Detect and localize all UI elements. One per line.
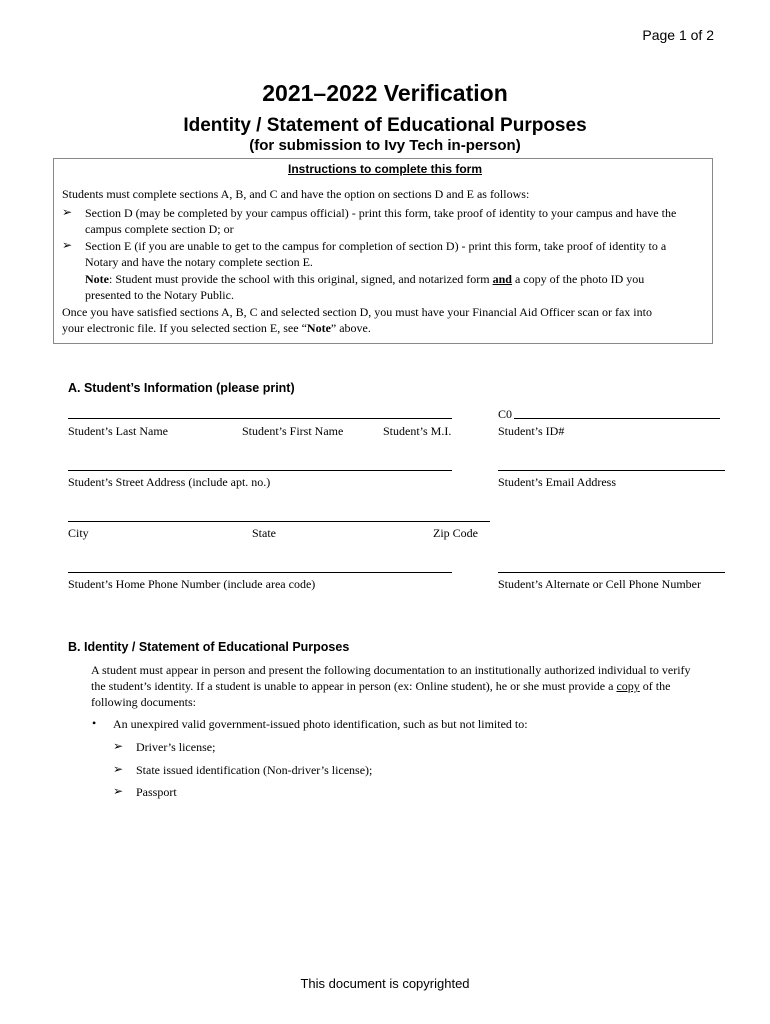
doc-item-state-id: State issued identification (Non-driver’s license);: [136, 763, 373, 777]
note-label: Note: [85, 272, 109, 286]
name-field-line[interactable]: [68, 418, 452, 419]
student-id-field-line[interactable]: [514, 418, 720, 419]
mi-label: Student’s M.I.: [383, 424, 452, 438]
note-text-2: a copy of the photo ID you: [511, 272, 645, 286]
arrow-bullet-icon: ➢: [62, 205, 73, 219]
arrow-bullet-icon: ➢: [113, 762, 124, 776]
instruction-note-line1: [85, 271, 644, 287]
zip-label: Zip Code: [433, 526, 478, 540]
note-text-1: : Student must provide the school with this original, signed, and notarized form: [109, 272, 493, 286]
submission-note: (for submission to Ivy Tech in-person): [249, 137, 521, 154]
section-b-para-line1: A student must appear in person and present the following documentation to an institutionally authorized individual to verify: [91, 663, 691, 677]
alt-phone-field-line[interactable]: [498, 572, 725, 573]
home-phone-field-line[interactable]: [68, 572, 452, 573]
doc-item-drivers-license: Driver’s license;: [136, 740, 216, 754]
para-text-b: of the: [639, 679, 671, 693]
alt-phone-label: Student’s Alternate or Cell Phone Number: [498, 577, 701, 591]
street-address-label: Student’s Street Address (include apt. no.): [68, 475, 271, 489]
photo-id-bullet: An unexpired valid government-issued photo identification, such as but not limited to:: [113, 717, 528, 731]
note-and: and: [492, 272, 512, 286]
email-label: Student’s Email Address: [498, 475, 616, 489]
student-id-label: Student’s ID#: [498, 424, 565, 438]
instruction-section-d-line2: campus complete section D; or: [85, 222, 234, 236]
instructions-heading: Instructions to complete this form: [287, 162, 482, 176]
round-bullet-icon: •: [92, 716, 97, 730]
document-subtitle: Identity / Statement of Educational Purposes: [183, 115, 587, 136]
section-b-para-line2: [91, 678, 670, 694]
street-address-field-line[interactable]: [68, 470, 452, 471]
arrow-bullet-icon: ➢: [113, 784, 124, 798]
section-b-heading: B. Identity / Statement of Educational Purposes: [68, 640, 350, 654]
doc-item-passport: Passport: [136, 785, 177, 799]
student-id-prefix: C0: [498, 407, 513, 421]
city-label: City: [68, 526, 89, 540]
para-copy: copy: [616, 679, 640, 693]
city-state-zip-field-line[interactable]: [68, 521, 490, 522]
closing-text-b: ” above.: [330, 321, 371, 335]
last-name-label: Student’s Last Name: [68, 424, 168, 438]
page-number: Page 1 of 2: [642, 27, 714, 43]
arrow-bullet-icon: ➢: [113, 739, 124, 753]
document-title: 2021–2022 Verification: [262, 80, 508, 106]
section-a-heading: A. Student’s Information (please print): [68, 381, 295, 395]
copyright-footer: This document is copyrighted: [300, 976, 470, 991]
closing-text-a: your electronic file. If you selected section E, see “: [62, 321, 307, 335]
para-text-a: the student’s identity. If a student is unable to appear in person (ex: Online student), he or she must provide a: [91, 679, 617, 693]
closing-note: Note: [306, 321, 331, 335]
section-b-para-line3: following documents:: [91, 695, 196, 709]
first-name-label: Student’s First Name: [242, 424, 344, 438]
instruction-closing-line2: [62, 320, 371, 336]
email-field-line[interactable]: [498, 470, 725, 471]
instruction-closing-line1: Once you have satisfied sections A, B, C and selected section D, you must have your Financial Aid Officer scan or fax into: [62, 305, 652, 319]
instructions-intro: Students must complete sections A, B, and C and have the option on sections D and E as follows:: [62, 187, 530, 201]
state-label: State: [252, 526, 276, 540]
instruction-section-e-line1: Section E (if you are unable to get to the campus for completion of section D) - print this form, take proof of identity to a: [85, 239, 667, 253]
arrow-bullet-icon: ➢: [62, 238, 73, 252]
instruction-note-line2: presented to the Notary Public.: [85, 288, 234, 302]
home-phone-label: Student’s Home Phone Number (include area code): [68, 577, 316, 591]
instruction-section-e-line2: Notary and have the notary complete section E.: [85, 255, 313, 269]
instruction-section-d-line1: Section D (may be completed by your campus official) - print this form, take proof of identity to your campus and have the: [85, 206, 677, 220]
